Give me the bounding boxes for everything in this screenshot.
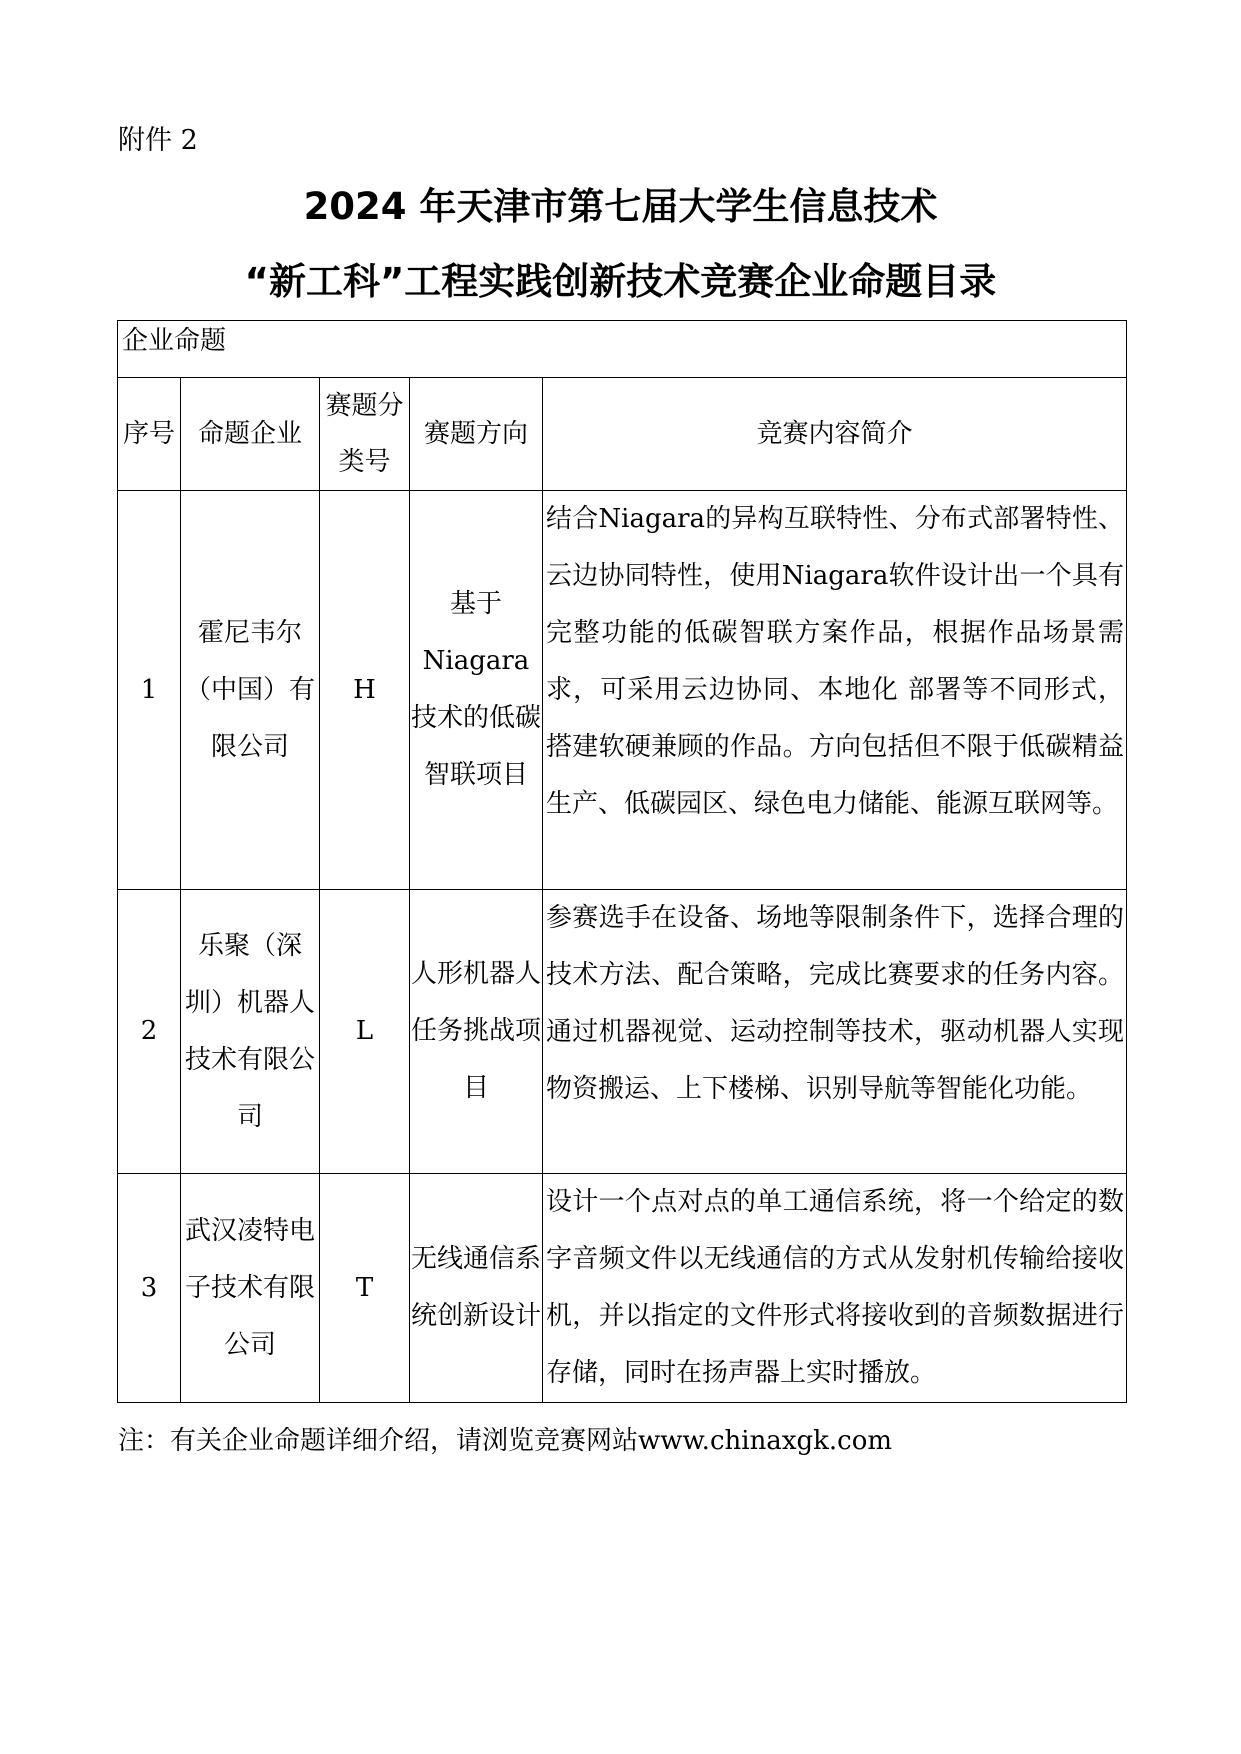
row-index: 1 [118,491,181,890]
document-title-line2: “新工科”工程实践创新技术竞赛企业命题目录 [244,260,997,303]
row-category: H [320,491,410,890]
row-company: 乐聚（深圳）机器人技术有限公司 [181,890,320,1174]
attachment-label: 附件 2 [118,125,198,156]
section-label: 企业命题 [118,321,1127,378]
header-row [118,378,1127,491]
header-category: 赛题分类号 [320,378,410,491]
row-category: L [320,890,410,1174]
row-description: 设计一个点对点的单工通信系统，将一个给定的数字音频文件以无线通信的方式从发射机传输给接收机，并以指定的文件形式将接收到的音频数据进行存储，同时在扬声器上实时播放。 [543,1174,1127,1403]
document-title-line1: 2024 年天津市第七届大学生信息技术 [303,185,938,228]
topics-table [117,320,1127,1403]
table-row [118,491,1127,890]
header-direction: 赛题方向 [410,378,543,491]
row-direction: 无线通信系统创新设计 [410,1174,543,1403]
row-direction: 基于Niagara技术的低碳智联项目 [410,491,543,890]
table-row [118,1174,1127,1403]
row-direction: 人形机器人任务挑战项目 [410,890,543,1174]
header-index: 序号 [118,378,181,491]
row-company: 武汉凌特电子技术有限公司 [181,1174,320,1403]
table-row [118,890,1127,1174]
row-index: 2 [118,890,181,1174]
section-row [118,321,1127,378]
header-company: 命题企业 [181,378,320,491]
row-description: 结合Niagara的异构互联特性、分布式部署特性、云边协同特性，使用Niagara软件设计出一个具有完整功能的低碳智联方案作品，根据作品场景需求，可采用云边协同、本地化 部署等不同形式，搭建软硬兼顾的作品。方向包括但不限于低碳精益生产、低碳园区、绿色电力储能、能源互联网等。 [543,491,1127,890]
row-index: 3 [118,1174,181,1403]
row-description: 参赛选手在设备、场地等限制条件下，选择合理的技术方法、配合策略，完成比赛要求的任务内容。通过机器视觉、运动控制等技术，驱动机器人实现物资搬运、上下楼梯、识别导航等智能化功能。 [543,890,1127,1174]
row-company: 霍尼韦尔（中国）有限公司 [181,491,320,890]
row-category: T [320,1174,410,1403]
header-description: 竞赛内容简介 [543,378,1127,491]
footnote: 注：有关企业命题详细介绍，请浏览竞赛网站www.chinaxgk.com [118,1426,893,1456]
